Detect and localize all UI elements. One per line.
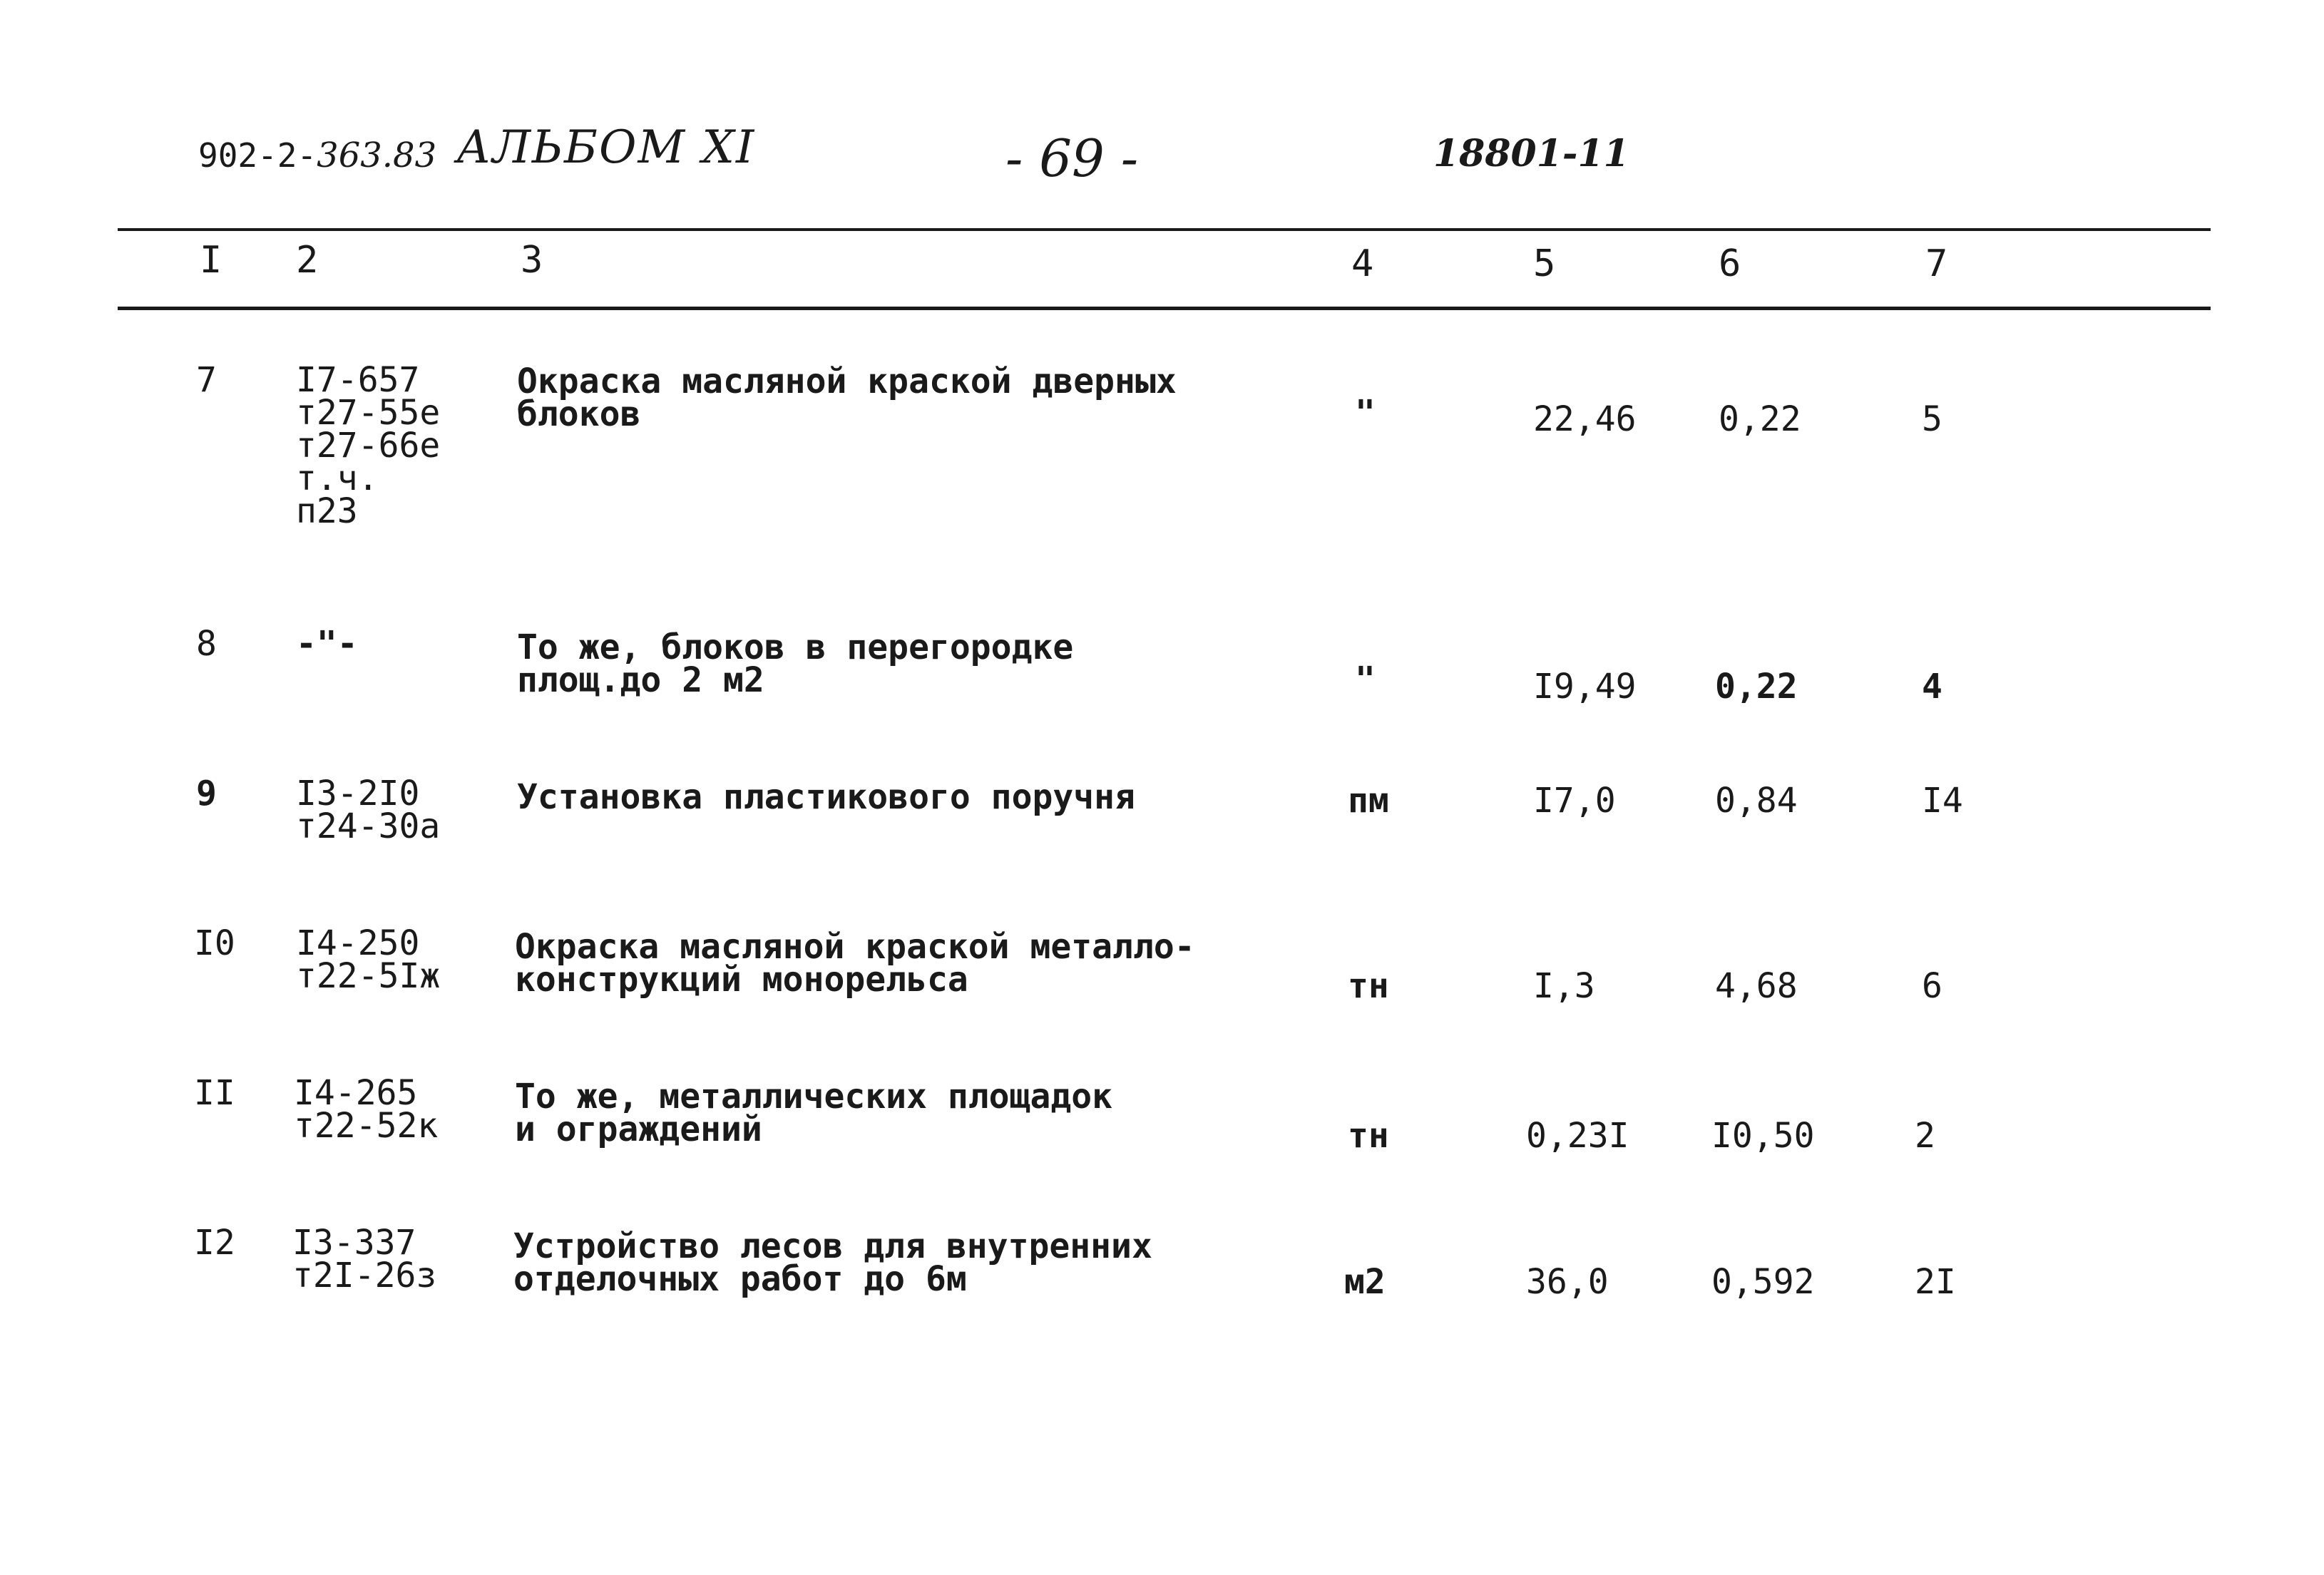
row-description: То же, блоков в перегородке площ.до 2 м2 — [517, 627, 1074, 700]
row-code: I4-265 т22-52к — [294, 1073, 439, 1146]
row-unit: м2 — [1344, 1262, 1386, 1302]
row-code: I3-337 т2I-26з — [292, 1223, 437, 1296]
column-header-1: I — [200, 239, 222, 282]
row-quantity: I7,0 — [1533, 781, 1616, 821]
row-description: Устройство лесов для внутренних отделочных работ до 6м — [513, 1226, 1152, 1299]
row-code: I3-2I0 т24-30а — [296, 774, 441, 846]
row-unit: тн — [1348, 966, 1389, 1006]
column-header-4: 4 — [1351, 242, 1374, 285]
row-code: -"- — [296, 624, 358, 664]
row-quantity: I9,49 — [1533, 667, 1637, 707]
doc-code-printed: 902-2- — [198, 136, 317, 175]
row-quantity: 0,23I — [1526, 1116, 1629, 1156]
row-quantity: I,3 — [1533, 966, 1595, 1006]
doc-code-handwritten: 363.83 — [317, 135, 437, 175]
row-no: 7 — [196, 360, 217, 400]
row-unit: " — [1355, 393, 1376, 433]
row-no: 9 — [196, 774, 217, 814]
row-unit: тн — [1348, 1116, 1389, 1156]
row-description: Окраска масляной краской металло- конструкций монорельса — [515, 927, 1195, 1000]
column-header-2: 2 — [296, 239, 319, 282]
row-total: I4 — [1922, 781, 1963, 821]
header-bottom-rule — [118, 307, 2211, 310]
row-total: 4 — [1922, 667, 1942, 707]
row-total: 2 — [1915, 1116, 1935, 1156]
row-rate: 0,22 — [1719, 399, 1801, 439]
row-no: I2 — [194, 1223, 235, 1263]
row-no: II — [194, 1073, 235, 1113]
row-rate: 0,84 — [1715, 781, 1798, 821]
row-quantity: 36,0 — [1526, 1262, 1609, 1302]
row-description: То же, металлических площадок и ограждений — [515, 1077, 1113, 1149]
page-number: - 69 - — [1005, 128, 1139, 188]
row-code: I4-250 т22-5Iж — [296, 923, 441, 996]
row-code: I7-657 т27-55е т27-66е т.ч. п23 — [296, 360, 441, 531]
column-header-7: 7 — [1925, 242, 1948, 285]
column-header-5: 5 — [1533, 242, 1556, 285]
column-header-3: 3 — [521, 239, 543, 282]
row-total: 6 — [1922, 966, 1942, 1006]
row-no: I0 — [194, 923, 235, 963]
row-quantity: 22,46 — [1533, 399, 1637, 439]
row-rate: I0,50 — [1711, 1116, 1815, 1156]
row-rate: 4,68 — [1715, 966, 1798, 1006]
row-no: 8 — [196, 624, 217, 664]
column-header-6: 6 — [1719, 242, 1741, 285]
inventory-number: 18801-11 — [1433, 132, 1629, 175]
row-rate: 0,592 — [1711, 1262, 1815, 1302]
doc-code — [198, 135, 436, 175]
row-rate: 0,22 — [1715, 667, 1798, 707]
album-label: АЛЬБОМ XI — [456, 121, 756, 174]
row-unit: пм — [1348, 781, 1389, 821]
row-description: Установка пластикового поручня — [517, 777, 1135, 817]
row-total: 2I — [1915, 1262, 1956, 1302]
row-total: 5 — [1922, 399, 1942, 439]
row-unit: " — [1355, 660, 1376, 699]
row-description: Окраска масляной краской дверных блоков — [517, 361, 1177, 434]
top-rule — [118, 228, 2211, 231]
